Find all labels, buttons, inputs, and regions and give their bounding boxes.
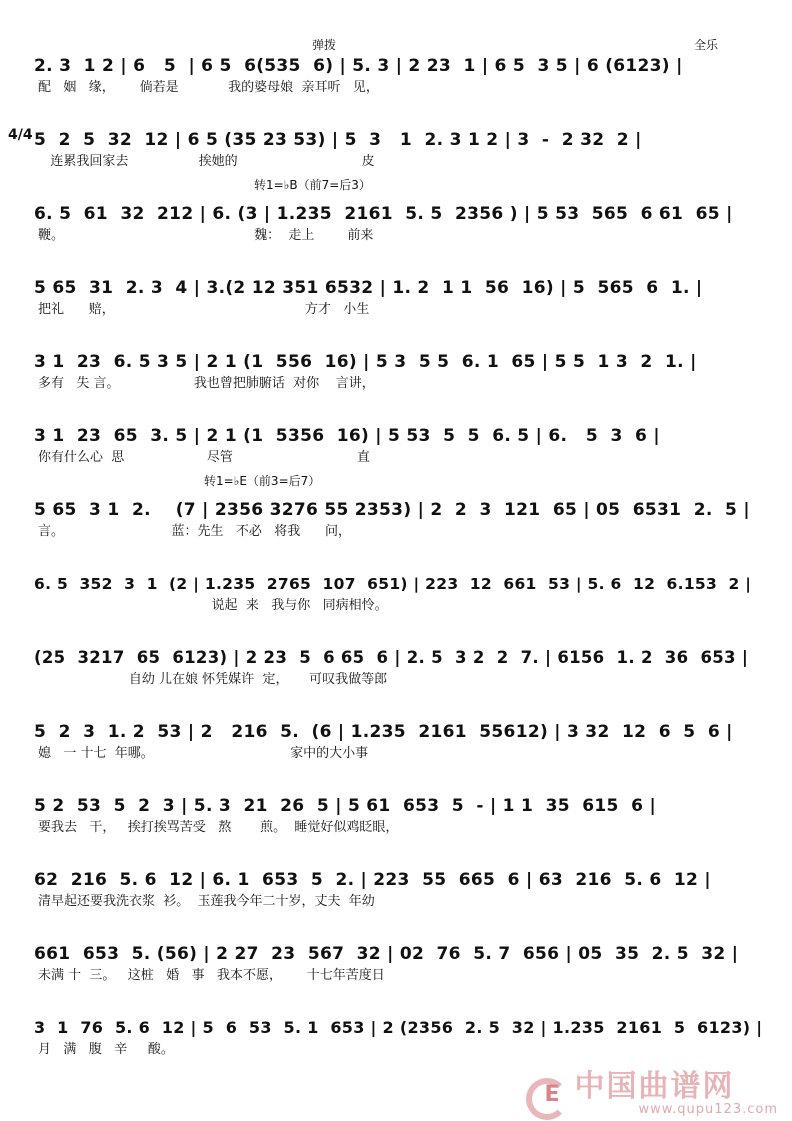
notation-line: 2. 3 1 2 | 6 5 | 6 5 6(535 6) | 5. 3 | 2 23 1 | 6 5 3 5 | 6 (6123) | [34,56,683,76]
annotation-key-change: 转1=♭E（前3=后7） [204,474,321,488]
lyrics-line: 月 满 腹 辛 酸。 [38,1042,174,1057]
lyrics-line: 连累我回家去 挨她的 皮 [38,154,375,169]
lyrics-line: 清早起还要我洗衣浆 衫。 玉莲我今年二十岁，丈夫 年幼 [38,894,375,909]
lyrics-line: 说起 来 我与你 同病相怜。 [38,598,388,613]
notation-line: 6. 5 61 32 212 | 6. (3 | 1.235 2161 5. 5 2356 ) | 5 53 565 6 61 65 | [34,204,733,224]
notation-line: (25 3217 65 6123) | 2 23 5 6 65 6 | 2. 5 3 2 2 7. | 6156 1. 2 36 653 | [34,648,749,667]
site-watermark [526,1071,778,1117]
notation-line: 5 2 5 32 12 | 6 5 (35 23 53) | 5 3 1 2. 3 1 2 | 3 - 2 32 2 | [34,130,642,150]
lyrics-line: 配 姻 缘， 倘若是 我的婆母娘 亲耳听 见， [38,80,379,95]
lyrics-line: 多有 失 言。 我也曾把肺腑话 对你 言讲， [38,376,375,391]
lyrics-line: 言。 蓝：先生 不必 将我 问， [38,524,352,539]
notation-line: 3 1 23 6. 5 3 5 | 2 1 (1 556 16) | 5 3 5 5 6. 1 65 | 5 5 1 3 2 1. | [34,352,697,372]
time-signature: 4/4 [8,127,33,143]
notation-line: 3 1 76 5. 6 12 | 5 6 53 5. 1 653 | 2 (2356 2. 5 32 | 1.235 2161 5 6123) | [34,1018,763,1037]
lyrics-line: 鞭。 魏： 走上 前来 [38,228,374,243]
notation-line: 5 65 3 1 2. (7 | 2356 3276 55 2353) | 2 2 3 121 65 | 05 6531 2. 5 | [34,500,750,520]
site-logo-icon: E [526,1076,570,1112]
notation-line: 5 2 3 1. 2 53 | 2 216 5. (6 | 1.235 2161 55612) | 3 32 12 6 5 6 | [34,722,733,742]
lyrics-line: 自幼 儿在娘 怀凭媒许 定， 可叹我做等郎 [38,672,388,687]
annotation-tanbo: 弹拨 [312,38,337,52]
watermark-url: www.qupu123.com [638,1102,778,1117]
watermark-title: 中国曲谱网 [574,1069,735,1104]
notation-line: 5 2 53 5 2 3 | 5. 3 21 26 5 | 5 61 653 5 - | 1 1 35 615 6 | [34,796,656,816]
lyrics-line: 要我去 干， 挨打挨骂苦受 熬 煎。 睡觉好似鸡眨眼， [38,820,399,835]
lyrics-line: 媳 一 十七 年哪。 家中的大小事 [38,746,369,761]
notation-line: 3 1 23 65 3. 5 | 2 1 (1 5356 16) | 5 53 5 5 6. 5 | 6. 5 3 6 | [34,426,660,446]
notation-line: 661 653 5. (56) | 2 27 23 567 32 | 02 76 5. 7 656 | 05 35 2. 5 32 | [34,944,739,964]
notation-line: 62 216 5. 6 12 | 6. 1 653 5 2. | 223 55 665 6 | 63 216 5. 6 12 | [34,870,711,890]
lyrics-line: 未满 十 三。 这桩 婚 事 我本不愿， 十七年苦度日 [38,968,385,983]
annotation-quanyue: 全乐 [694,38,719,52]
notation-line: 6. 5 352 3 1 (2 | 1.235 2765 107 651) | 223 12 661 53 | 5. 6 12 6.153 2 | [34,575,752,593]
annotation-key-change: 转1=♭B（前7=后3） [254,178,371,192]
lyrics-line: 把礼 赔， 方才 小生 [38,302,370,317]
notation-line: 5 65 31 2. 3 4 | 3.(2 12 351 6532 | 1. 2 1 1 56 16) | 5 565 6 1. | [34,278,703,298]
lyrics-line: 你有什么心 思 尽管 直 [38,450,370,465]
